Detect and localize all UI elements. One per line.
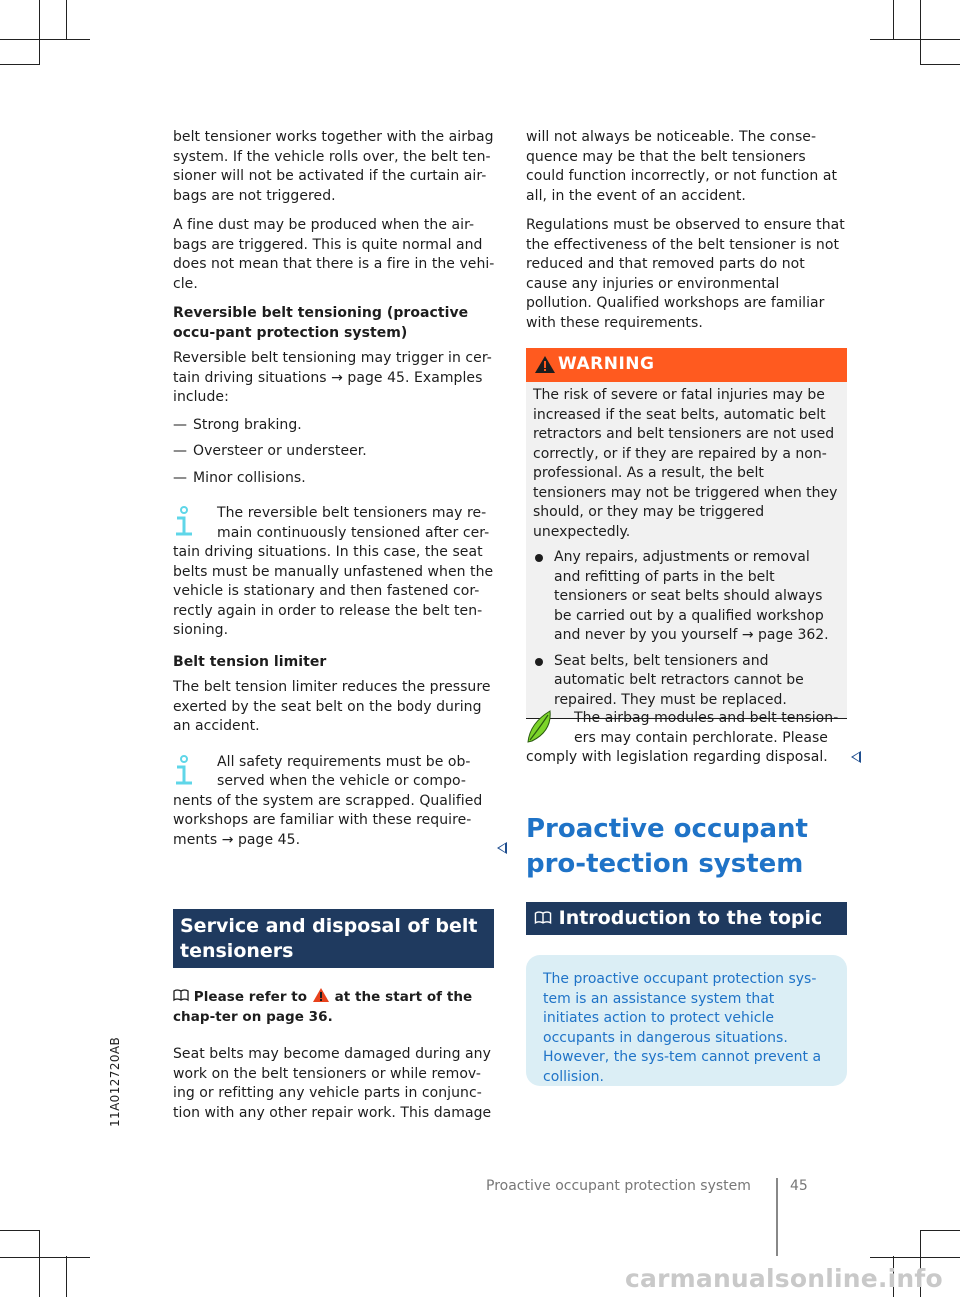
note-text: The airbag modules and belt tension-ers may contain perchlorate. Please bbox=[574, 710, 839, 746]
info-icon bbox=[173, 755, 195, 787]
warning-body bbox=[526, 382, 847, 719]
list-item: — Minor collisions. bbox=[173, 469, 495, 489]
page-number: 45 bbox=[790, 1178, 808, 1194]
paragraph: A fine dust may be produced when the air-bags are triggered. This is quite normal and does not mean that there is a fire in the vehi-cle. bbox=[173, 217, 495, 292]
end-of-section-icon bbox=[497, 842, 507, 854]
arrow-right-icon: → bbox=[331, 369, 343, 386]
crop-mark bbox=[920, 64, 960, 65]
note-text: comply with legislation regarding disposal. bbox=[526, 749, 828, 765]
crop-mark bbox=[870, 1257, 960, 1258]
paragraph bbox=[173, 349, 495, 408]
arrow-right-icon: → bbox=[741, 627, 754, 643]
section-heading-text: Service and disposal of belt tensioners bbox=[180, 915, 478, 962]
page-link[interactable]: page 362 bbox=[758, 627, 825, 643]
crop-mark bbox=[39, 1230, 40, 1297]
warning-label: WARNING bbox=[558, 354, 655, 374]
note-text: The reversible belt tensioners may re-main continuously tensioned after cer- bbox=[217, 505, 490, 541]
list-item: — Strong braking. bbox=[173, 416, 495, 436]
chapter-title: Proactive occupant pro-tection system bbox=[526, 814, 808, 879]
warning-header bbox=[526, 348, 847, 382]
section-heading bbox=[173, 909, 494, 968]
crop-mark bbox=[0, 39, 90, 40]
list-item: Seat belts, belt tensioners and automatic belt retractors cannot be repaired. They must be replaced. bbox=[533, 652, 840, 711]
paragraph: Regulations must be observed to ensure that the effectiveness of the belt tensioner is not reduced and that removed parts do not cause any injuries or environmental pollution. Qualified workshops are familiar with these requirements. bbox=[526, 217, 845, 331]
note-text: tain driving situations. In this case, the seat belts must be manually unfastened when the vehicle is stationary and then fastened cor-rectly again in order to release the belt ten-sioning. bbox=[173, 544, 494, 638]
crop-mark bbox=[0, 1257, 90, 1258]
crop-mark bbox=[66, 1256, 67, 1297]
refer-note bbox=[173, 987, 495, 1027]
book-icon bbox=[534, 911, 552, 925]
crop-mark bbox=[39, 0, 40, 64]
environment-note bbox=[526, 709, 848, 768]
warning-triangle-icon bbox=[534, 355, 556, 374]
info-note bbox=[173, 753, 495, 851]
list-item-text: . bbox=[824, 627, 829, 643]
crop-mark bbox=[66, 0, 67, 40]
page-link[interactable]: page 45 bbox=[347, 369, 405, 386]
list-item-text: Any repairs, adjustments or removal and refitting of parts in the belt tensioners or seat belts should always be carried out by a qualified workshop and never by you yourself bbox=[554, 549, 824, 643]
subheading-reversible: Reversible belt tensioning (proactive occu-pant protection system) bbox=[173, 305, 469, 341]
subheading-limiter: Belt tension limiter bbox=[173, 653, 327, 670]
arrow-right-icon: → bbox=[221, 831, 234, 848]
crop-mark bbox=[0, 64, 40, 65]
footer-section: Proactive occupant protection system bbox=[486, 1178, 751, 1194]
left-column-lower bbox=[173, 987, 495, 1133]
note-text: All safety requirements must be ob-served when the vehicle or compo- bbox=[217, 753, 471, 789]
crop-mark bbox=[0, 1230, 40, 1231]
paragraph: will not always be noticeable. The conse-quence may be that the belt tensioners could function incorrectly, or not function at all, in the event of an accident. bbox=[526, 129, 838, 204]
book-icon bbox=[173, 989, 189, 1002]
leaf-icon bbox=[526, 709, 552, 743]
paragraph-text: Reversible belt tensioning may trigger in cer-tain driving situations bbox=[173, 350, 492, 386]
intro-heading-text: Introduction to the topic bbox=[558, 907, 823, 929]
crop-mark bbox=[893, 0, 894, 40]
crop-mark bbox=[920, 1230, 960, 1231]
paragraph: belt tensioner works together with the airbag system. If the vehicle rolls over, the belt ten-sioner will not be activated if the curtain air-bags are not triggered. bbox=[173, 129, 494, 204]
examples-list bbox=[173, 416, 495, 489]
refer-text: Please refer to bbox=[193, 989, 308, 1005]
warning-text: The risk of severe or fatal injuries may be increased if the seat belts, automatic belt retractors and belt tensioners are not used correctly, or if they are repaired by a non-professional. As a result, the belt tensioners may not be triggered when they should, or they may be triggered unexpectedly. bbox=[533, 387, 838, 540]
refer-text: at the start of the chap-ter on page 36. bbox=[173, 989, 473, 1025]
left-column bbox=[173, 128, 495, 850]
list-item: — Oversteer or understeer. bbox=[173, 442, 495, 462]
paragraph: The belt tension limiter reduces the pressure exerted by the seat belt on the body during an accident. bbox=[173, 679, 491, 734]
warning-list bbox=[533, 548, 840, 710]
info-icon bbox=[173, 506, 195, 538]
page-link[interactable]: page 45 bbox=[237, 831, 296, 848]
list-item bbox=[533, 548, 840, 646]
document-code: 11A012720AB bbox=[108, 1036, 122, 1127]
footer-divider bbox=[776, 1178, 778, 1256]
crop-mark bbox=[870, 39, 960, 40]
watermark: carmanualsonline.info bbox=[625, 1264, 943, 1293]
paragraph-text: . Examples include: bbox=[173, 369, 483, 405]
info-note bbox=[173, 504, 495, 641]
intro-heading bbox=[526, 902, 847, 935]
crop-mark bbox=[920, 0, 921, 64]
note-text: . bbox=[295, 831, 301, 848]
right-column bbox=[526, 128, 848, 343]
paragraph: Seat belts may become damaged during any work on the belt tensioners or while remov-ing or refitting any vehicle parts in conjunc-tion with any other repair work. This damage bbox=[173, 1046, 492, 1121]
intro-callout: The proactive occupant protection sys-tem is an assistance system that initiates action to protect vehicle occupants in dangerous situations. However, the sys-tem cannot prevent a collision. bbox=[526, 955, 847, 1086]
note-text: nents of the system are scrapped. Qualified workshops are familiar with these require-ments bbox=[173, 792, 483, 848]
end-of-section-icon bbox=[851, 751, 861, 763]
warning-triangle-icon bbox=[312, 987, 330, 1003]
